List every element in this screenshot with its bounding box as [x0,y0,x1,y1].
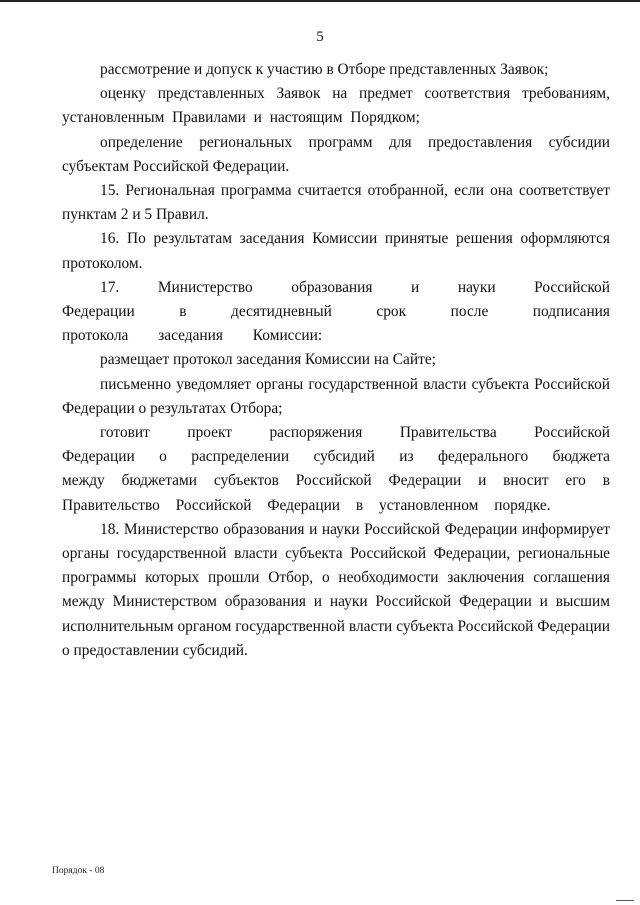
paragraph-evaluation: оценку представленных Заявок на предмет соответствия требованиям, установленным Правилами и настоящим Порядком; [62,85,610,127]
page-number: 5 [316,29,324,45]
paragraph-item-15: 15. Региональная программа считается отобранной, если она соответствует пунктам 2 и 5 Правил. [62,182,610,224]
footer-document-code: Порядок - 08 [52,866,105,876]
paragraph-item-16: 16. По результатам заседания Комиссии принятые решения оформляются протоколом. [62,230,610,272]
paragraph-prepare-order: готовит проект распоряжения Правительства Российской Федерации о распределении субсидий из федерального бюджета между бюджетами субъектов Российской Федерации и вносит его в Правительство Российской Федерации в установленном порядке. [62,424,610,514]
paragraph-item-17: 17. Министерство образования и науки Российской Федерации в десятидневный срок после подписания протокола заседания Комиссии: [62,278,610,345]
scan-corner-mark [616,900,634,901]
paragraph-notify-authorities: письменно уведомляет органы государственной власти субъекта Российской Федерации о результатах Отбора; [62,375,610,417]
paragraph-publish-protocol: размещает протокол заседания Комиссии на Сайте; [100,351,436,369]
paragraph-program-selection: определение региональных программ для предоставления субсидии субъектам Российской Федерации. [62,133,610,175]
paragraph-review-admission: рассмотрение и допуск к участию в Отборе представленных Заявок; [100,61,549,78]
document-body [62,58,610,663]
paragraph-item-18: 18. Министерство образования и науки Российской Федерации информирует органы государственной власти субъекта Российской Федерации, региональные программы которых прошли Отбор, о необходимости заключения соглашения между Министерством образования и науки Российской Федерации и высшим исполнительным органом государственной власти субъекта Российской Федерации о предоставлении субсидий. [62,520,610,659]
scan-top-border [0,0,640,2]
